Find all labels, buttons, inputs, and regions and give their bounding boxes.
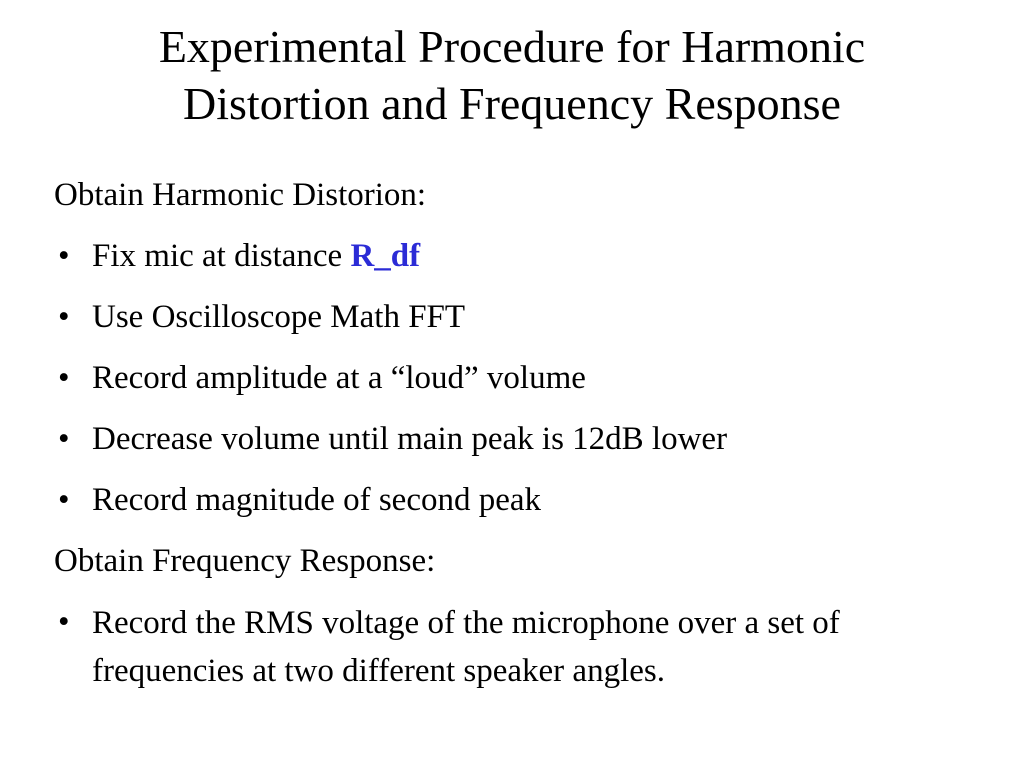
bullet-item xyxy=(54,416,984,477)
bullet-text: Record magnitude of second peak xyxy=(92,482,542,518)
bullet-icon: • xyxy=(58,238,70,274)
bullet-item xyxy=(54,355,984,416)
bullet-icon: • xyxy=(58,299,70,335)
title-line-1: Experimental Procedure for Harmonic xyxy=(158,21,866,72)
highlighted-term: R_df xyxy=(350,238,421,274)
bullet-item xyxy=(54,599,984,695)
bullet-icon: • xyxy=(58,482,70,518)
slide-body xyxy=(54,172,984,695)
bullet-text: Decrease volume until main peak is 12dB lower xyxy=(92,421,728,457)
section-heading-harmonic-distortion: Obtain Harmonic Distorion: xyxy=(54,177,427,213)
bullet-item xyxy=(54,294,984,355)
bullet-icon: • xyxy=(58,360,70,396)
bullet-text: Use Oscilloscope Math FFT xyxy=(92,299,466,335)
bullet-item xyxy=(54,477,984,538)
title-line-2: Distortion and Frequency Response xyxy=(183,78,841,129)
bullet-item xyxy=(54,233,984,294)
bullet-text: Record the RMS voltage of the microphone over a set of frequencies at two different speaker angles. xyxy=(92,605,840,689)
bullet-text xyxy=(92,233,984,279)
bullet-text: Record amplitude at a “loud” volume xyxy=(92,360,586,396)
bullet-icon: • xyxy=(58,604,70,640)
bullet-text-plain: Fix mic at distance xyxy=(92,238,351,274)
slide-title xyxy=(0,18,1024,132)
bullet-icon: • xyxy=(58,421,70,457)
section-heading-frequency-response: Obtain Frequency Response: xyxy=(54,543,436,579)
